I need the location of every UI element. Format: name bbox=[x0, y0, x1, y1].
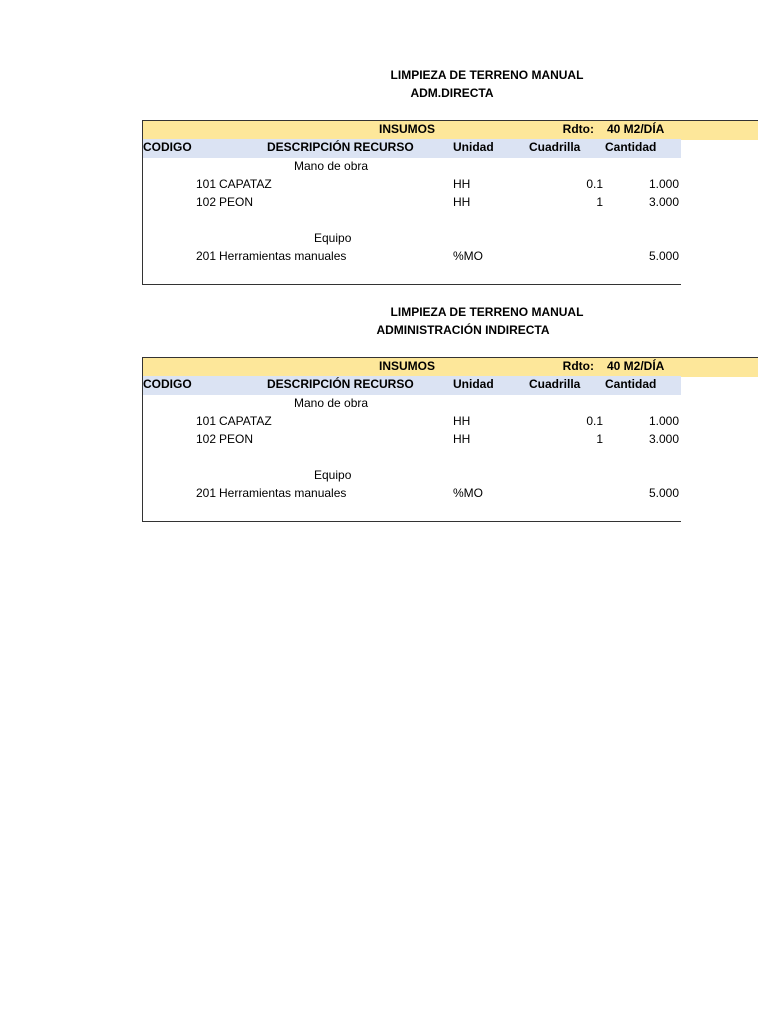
header-descripcion: DESCRIPCIÓN RECURSO bbox=[267, 140, 414, 154]
header-descripcion: DESCRIPCIÓN RECURSO bbox=[267, 377, 414, 391]
section-subtitle: ADMINISTRACIÓN INDIRECTA bbox=[376, 323, 550, 337]
rdto-label: Rdto: bbox=[562, 122, 594, 136]
row-descripcion: CAPATAZ bbox=[219, 414, 272, 428]
header-cuadrilla: Cuadrilla bbox=[529, 377, 581, 391]
apu-section-adm-directa bbox=[0, 0, 768, 263]
insumos-band bbox=[142, 120, 758, 140]
row-codigo: 102 bbox=[195, 195, 216, 209]
row-codigo: 101 bbox=[195, 414, 216, 428]
group-equipment-label: Equipo bbox=[314, 468, 352, 482]
header-unidad: Unidad bbox=[453, 140, 494, 154]
row-codigo: 101 bbox=[195, 177, 216, 191]
row-cantidad: 1.000 bbox=[648, 177, 679, 191]
header-cantidad: Cantidad bbox=[605, 140, 657, 154]
group-labor-label: Mano de obra bbox=[294, 159, 369, 173]
row-unidad: HH bbox=[453, 432, 471, 446]
row-cantidad: 1.000 bbox=[648, 414, 679, 428]
rdto-label: Rdto: bbox=[562, 359, 594, 373]
table-bottom-border bbox=[142, 521, 681, 522]
header-codigo: CODIGO bbox=[143, 140, 192, 154]
row-unidad: HH bbox=[453, 414, 471, 428]
row-unidad: HH bbox=[453, 195, 471, 209]
row-unidad: HH bbox=[453, 177, 471, 191]
group-equipment-label: Equipo bbox=[314, 231, 352, 245]
apu-section-adm-indirecta bbox=[0, 237, 768, 500]
row-descripcion: PEON bbox=[219, 195, 254, 209]
row-cantidad: 5.000 bbox=[648, 486, 679, 500]
row-codigo: 102 bbox=[195, 432, 216, 446]
row-cuadrilla: 0.1 bbox=[586, 177, 603, 191]
header-codigo: CODIGO bbox=[143, 377, 192, 391]
insumos-label: INSUMOS bbox=[379, 122, 436, 136]
row-cantidad: 3.000 bbox=[648, 195, 679, 209]
header-cantidad: Cantidad bbox=[605, 377, 657, 391]
row-descripcion: Herramientas manuales bbox=[219, 249, 347, 263]
section-title: LIMPIEZA DE TERRENO MANUAL bbox=[390, 305, 584, 319]
group-labor-label: Mano de obra bbox=[294, 396, 369, 410]
section-subtitle: ADM.DIRECTA bbox=[410, 86, 494, 100]
row-descripcion: Herramientas manuales bbox=[219, 486, 347, 500]
table-left-border bbox=[142, 357, 143, 522]
row-unidad: %MO bbox=[453, 249, 483, 263]
rdto-value: 40 M2/DÍA bbox=[607, 359, 665, 373]
row-cuadrilla: 1 bbox=[596, 432, 603, 446]
section-title: LIMPIEZA DE TERRENO MANUAL bbox=[390, 68, 584, 82]
row-codigo: 201 bbox=[195, 249, 216, 263]
row-unidad: %MO bbox=[453, 486, 483, 500]
row-cuadrilla: 0.1 bbox=[586, 414, 603, 428]
row-descripcion: CAPATAZ bbox=[219, 177, 272, 191]
header-unidad: Unidad bbox=[453, 377, 494, 391]
insumos-band bbox=[142, 357, 758, 377]
rdto-value: 40 M2/DÍA bbox=[607, 122, 665, 136]
header-cuadrilla: Cuadrilla bbox=[529, 140, 581, 154]
insumos-label: INSUMOS bbox=[379, 359, 436, 373]
row-cantidad: 3.000 bbox=[648, 432, 679, 446]
row-descripcion: PEON bbox=[219, 432, 254, 446]
row-cantidad: 5.000 bbox=[648, 249, 679, 263]
row-cuadrilla: 1 bbox=[596, 195, 603, 209]
row-codigo: 201 bbox=[195, 486, 216, 500]
